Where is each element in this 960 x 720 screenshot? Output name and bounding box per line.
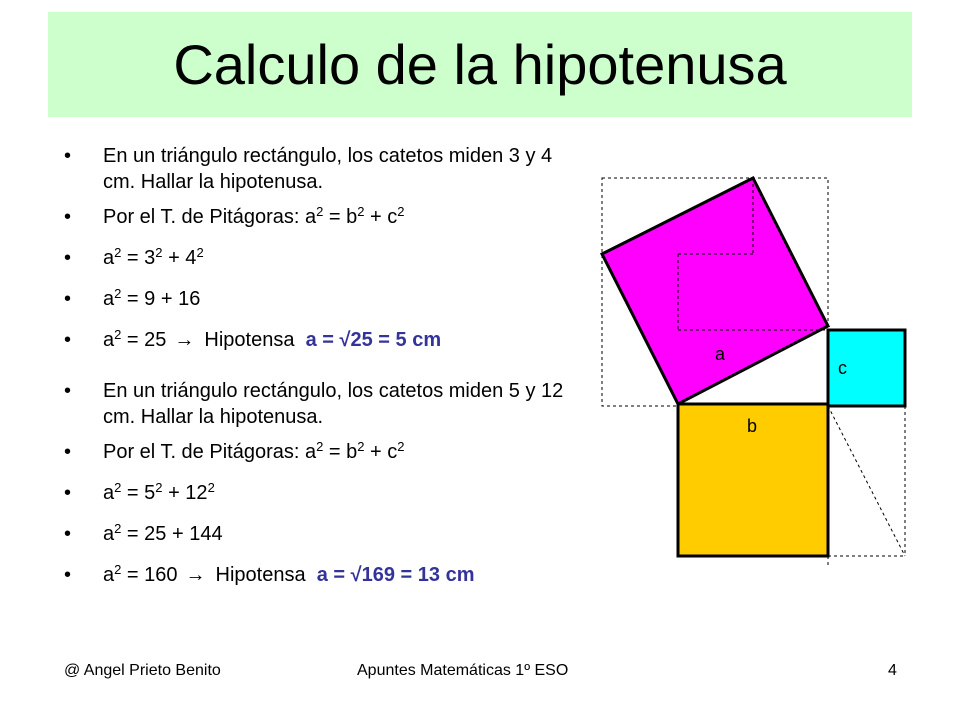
text: a <box>103 482 115 504</box>
dashed-diagonal <box>828 406 905 556</box>
page-title: Calculo de la hipotenusa <box>173 33 787 96</box>
text: = 3 <box>121 247 156 269</box>
exponent: 2 <box>316 204 324 219</box>
text: Hipotensa <box>215 564 306 586</box>
exponent: 2 <box>196 245 204 260</box>
exponent: 2 <box>397 204 405 219</box>
exponent: 2 <box>316 439 324 454</box>
exponent: 2 <box>155 245 163 260</box>
exponent: 2 <box>114 327 122 342</box>
square-a <box>602 178 828 404</box>
label-c: c <box>838 358 847 378</box>
label-b: b <box>747 416 758 436</box>
text: = 5 <box>121 482 156 504</box>
label-a: a <box>715 344 726 364</box>
text: a <box>103 288 115 310</box>
exponent: 2 <box>357 439 365 454</box>
text: a <box>103 523 115 545</box>
text: + c <box>364 206 398 228</box>
footer-course: Apuntes Matemáticas 1º ESO <box>357 662 569 679</box>
text: + 4 <box>162 247 197 269</box>
text: = 160 <box>121 564 178 586</box>
text: = 25 <box>121 329 167 351</box>
text: = 25 + 144 <box>121 523 223 545</box>
text: Por el T. de Pitágoras: a <box>103 206 317 228</box>
exponent: 2 <box>114 480 122 495</box>
exponent: 2 <box>114 245 122 260</box>
text: = b <box>323 206 358 228</box>
text: = b <box>323 441 358 463</box>
arrow-icon: → <box>185 564 206 586</box>
exponent: 2 <box>114 562 122 577</box>
problem2-statement: En un triángulo rectángulo, los catetos miden 5 y 12 cm. Hallar la hipotenusa. <box>103 380 564 428</box>
text: Hipotensa <box>204 329 295 351</box>
exponent: 2 <box>155 480 163 495</box>
answer-2: a = √169 = 13 cm <box>316 564 475 586</box>
text: = 9 + 16 <box>121 288 201 310</box>
problem1-statement: En un triángulo rectángulo, los catetos miden 3 y 4 cm. Hallar la hipotenusa. <box>103 145 553 193</box>
exponent: 2 <box>207 480 215 495</box>
exponent: 2 <box>357 204 365 219</box>
text: Por el T. de Pitágoras: a <box>103 441 317 463</box>
exponent: 2 <box>397 439 405 454</box>
text: + 12 <box>162 482 208 504</box>
answer-1: a = √25 = 5 cm <box>305 329 442 351</box>
text: a <box>103 247 115 269</box>
arrow-icon: → <box>174 329 195 351</box>
text: a <box>103 564 115 586</box>
text: a <box>103 329 115 351</box>
exponent: 2 <box>114 521 122 536</box>
footer-page-number: 4 <box>888 662 897 679</box>
text: + c <box>364 441 398 463</box>
exponent: 2 <box>114 286 122 301</box>
footer-author: @ Angel Prieto Benito <box>64 662 221 679</box>
